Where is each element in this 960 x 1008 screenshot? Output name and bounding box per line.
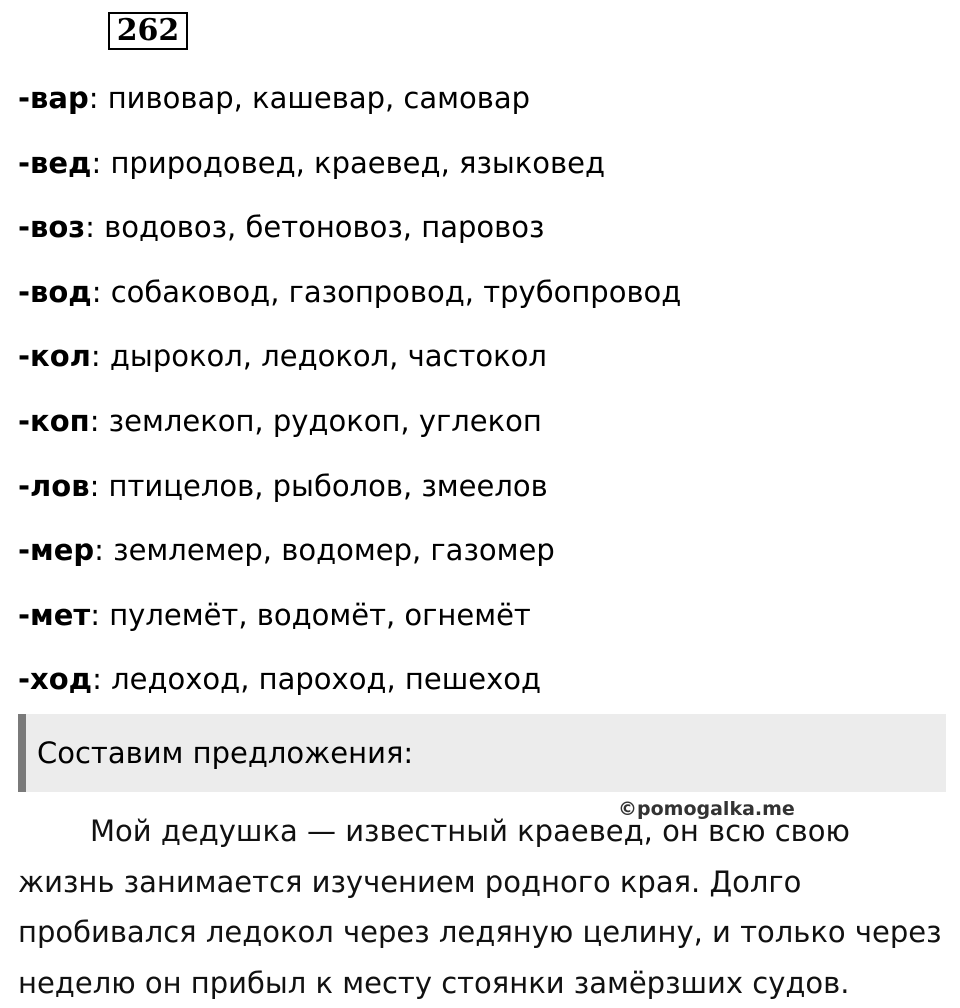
root-row xyxy=(18,205,948,270)
root-row xyxy=(18,141,948,206)
example-words: : птицелов, рыболов, змеелов xyxy=(89,468,548,503)
example-words: : дырокол, ледокол, частокол xyxy=(90,339,547,374)
root-morpheme: -мет xyxy=(18,597,91,632)
section-header: Составим предложения: xyxy=(18,714,946,792)
example-words: : собаковод, газопровод, трубопровод xyxy=(91,274,682,309)
example-words: : водовоз, бетоновоз, паровоз xyxy=(85,210,545,245)
root-morpheme: -коп xyxy=(18,403,90,438)
example-words: : природовед, краевед, языковед xyxy=(91,145,606,180)
root-morpheme: -лов xyxy=(18,468,90,503)
root-morpheme: -воз xyxy=(18,210,86,245)
example-words: : землемер, водомер, газомер xyxy=(94,533,555,568)
watermark: ©pomogalka.me xyxy=(618,798,795,820)
example-sentences: Мой дедушка — известный краевед, он всю свою жизнь занимается изучением родного края. Долго пробивался ледокол через ледяную целину, и только через неделю он прибыл к месту стоянки замёрзших судов. xyxy=(18,814,942,1000)
root-word-list xyxy=(18,76,948,722)
root-morpheme: -мер xyxy=(18,533,95,568)
example-words: : ледоход, пароход, пешеход xyxy=(92,662,542,697)
root-morpheme: -вед xyxy=(18,145,92,180)
example-words: : пивовар, кашевар, самовар xyxy=(88,81,531,115)
root-row xyxy=(18,593,948,658)
example-words: : пулемёт, водомёт, огнемёт xyxy=(90,597,531,632)
root-row xyxy=(18,528,948,593)
root-row xyxy=(18,270,948,335)
example-words: : землекоп, рудокоп, углекоп xyxy=(89,403,542,438)
root-row xyxy=(18,657,948,722)
root-row xyxy=(18,399,948,464)
root-morpheme: -кол xyxy=(18,339,91,374)
root-morpheme: -вар xyxy=(18,81,89,115)
root-morpheme: -вод xyxy=(18,274,92,309)
exercise-number: 262 xyxy=(108,12,188,50)
root-row xyxy=(18,334,948,399)
root-row xyxy=(18,464,948,529)
root-morpheme: -ход xyxy=(18,662,93,697)
root-row xyxy=(18,76,948,141)
